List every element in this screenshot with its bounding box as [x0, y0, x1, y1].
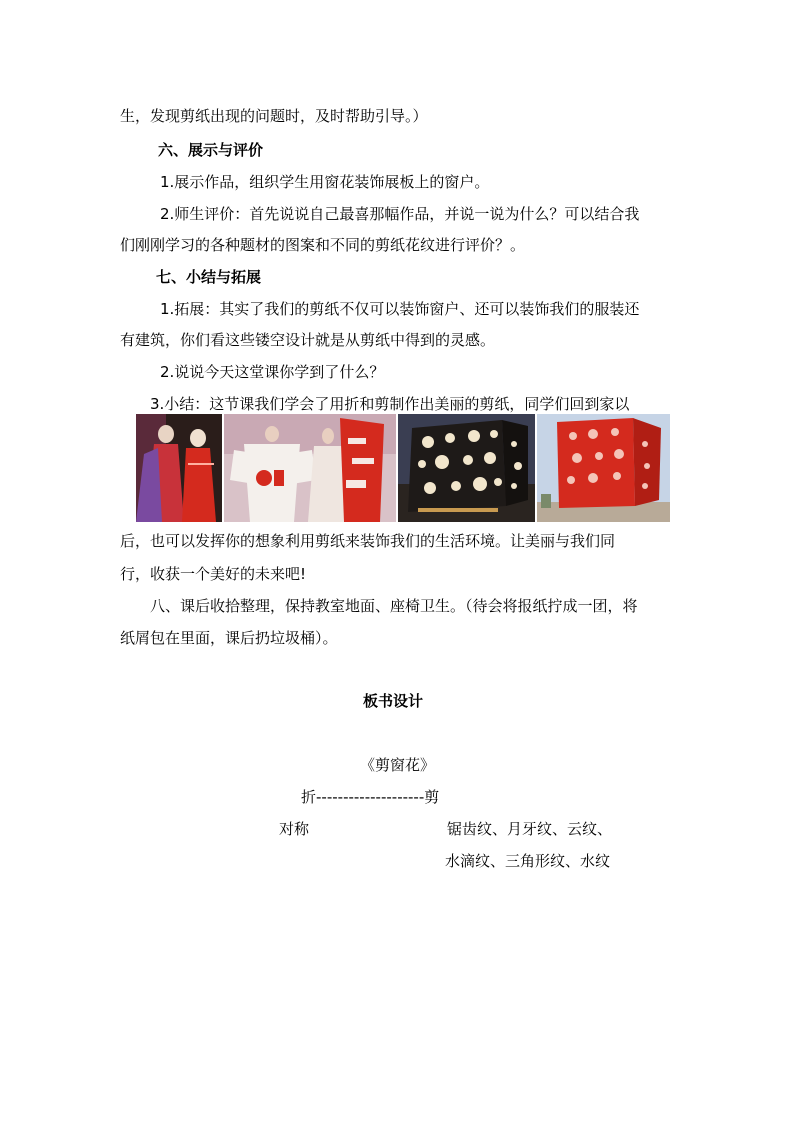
paper-cut-design-photos — [136, 414, 670, 522]
paragraph-summary-line3: 行，收获一个美好的未来吧! — [120, 565, 307, 583]
paragraph-cleanup-line1: 八、课后收拾整理，保持教室地面、座椅卫生。（待会将报纸拧成一团，将 — [150, 597, 638, 615]
paragraph-question: 2.说说今天这堂课你学到了什么？ — [160, 363, 385, 381]
paragraph-extension-line2: 有建筑，你们看这些镂空设计就是从剪纸中得到的灵感。 — [120, 331, 496, 349]
board-design-heading: 板书设计 — [363, 692, 424, 710]
board-fold-cut-line: 折--------------------剪 — [301, 788, 440, 806]
paragraph-extension-line1: 1.拓展：其实了我们的剪纸不仅可以装饰窗户、还可以装饰我们的服装还 — [160, 300, 640, 318]
paragraph-cleanup-line2: 纸屑包在里面，课后扔垃圾桶）。 — [120, 629, 338, 647]
paragraph-continuation: 生，发现剪纸出现的问题时，及时帮助引导。） — [120, 107, 428, 125]
paragraph-summary-line2: 后，也可以发挥你的想象利用剪纸来装饰我们的生活环境。让美丽与我们同 — [120, 532, 616, 550]
paragraph-display-works: 1.展示作品，组织学生用窗花装饰展板上的窗户。 — [160, 173, 490, 191]
paragraph-evaluation-line2: 们刚刚学习的各种题材的图案和不同的剪纸花纹进行评价？。 — [120, 236, 526, 254]
board-title: 《剪窗花》 — [360, 756, 436, 774]
fashion-photo-2 — [224, 414, 396, 522]
section-heading-7: 七、小结与拓展 — [156, 268, 262, 286]
paragraph-evaluation-line1: 2.师生评价：首先说说自己最喜那幅作品，并说一说为什么？可以结合我 — [160, 205, 640, 223]
paragraph-summary-line1: 3.小结：这节课我们学会了用折和剪制作出美丽的剪纸，同学们回到家以 — [150, 395, 630, 413]
board-patterns-line2: 水滴纹、三角形纹、水纹 — [445, 852, 611, 870]
board-patterns-line1: 锯齿纹、月牙纹、云纹、 — [447, 820, 613, 838]
board-symmetry-label: 对称 — [279, 820, 310, 838]
building-photo-night — [398, 414, 535, 522]
fashion-photo-1 — [136, 414, 222, 522]
section-heading-6: 六、展示与评价 — [158, 141, 264, 159]
building-photo-red — [537, 414, 670, 522]
